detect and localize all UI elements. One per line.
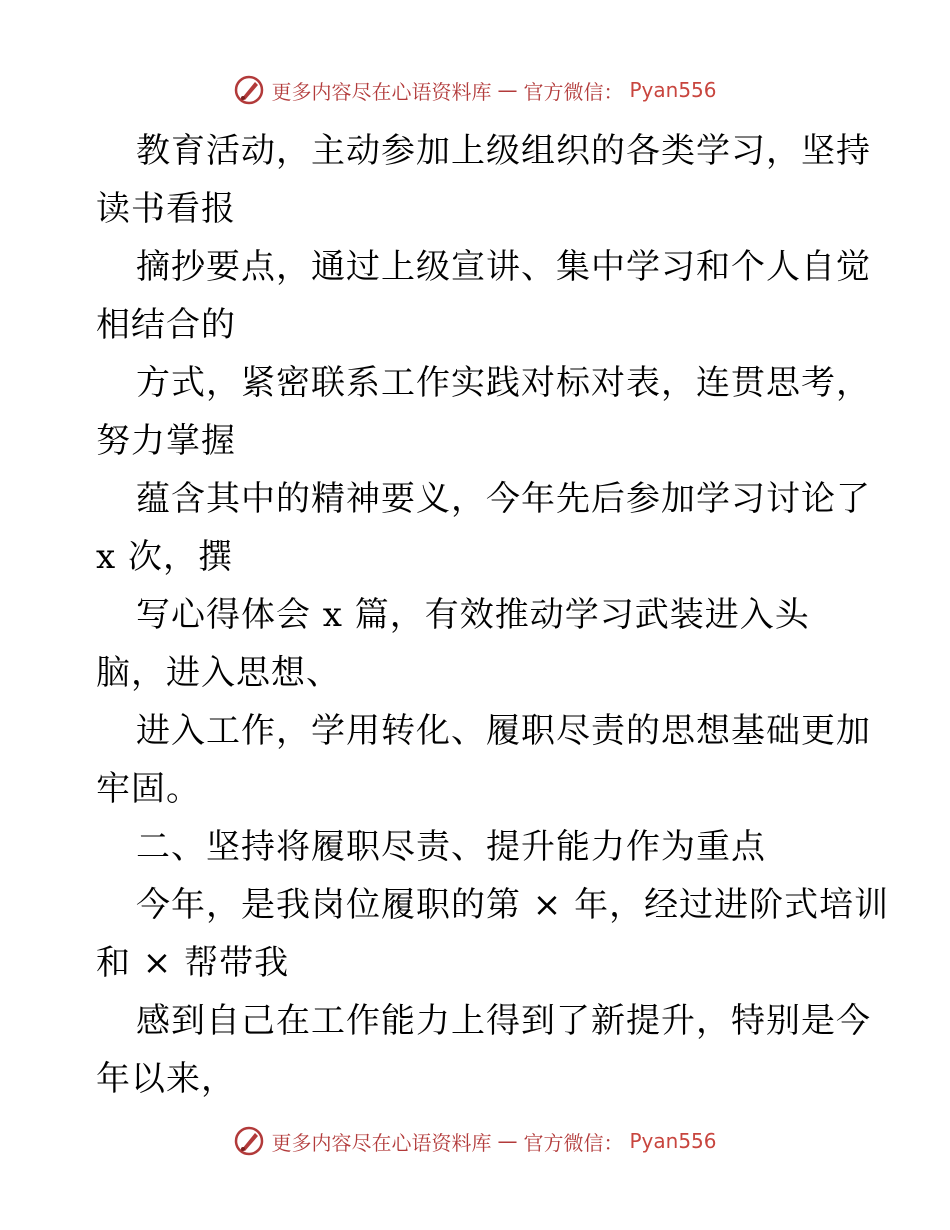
watermark-text: 更多内容尽在心语资料库 [271,79,492,104]
text-line: 努力掌握 [96,421,236,461]
text-line: 今年，是我岗位履职的第 × 年，经过进阶式培训 [136,885,890,925]
text-line: 摘抄要点，通过上级宣讲、集中学习和个人自觉 [136,247,871,287]
text-line: 写心得体会 x 篇，有效推动学习武装进入头 [136,595,810,635]
text-line: 感到自己在工作能力上得到了新提升，特别是今 [136,1001,871,1041]
text-line: x 次，撰 [96,537,233,577]
text-line: 脑，进入思想、 [96,653,341,693]
watermark-header [0,74,950,106]
watermark-label: 官方微信： [523,1130,624,1155]
watermark-label: 官方微信： [523,79,624,104]
watermark-footer [0,1125,950,1157]
watermark-handle: Pyan556 [629,1129,717,1153]
text-line: 蕴含其中的精神要义，今年先后参加学习讨论了 [136,479,871,519]
quill-logo-icon [233,1125,265,1157]
watermark-separator: — [497,1129,518,1153]
text-line: 和 × 帮带我 [96,943,290,983]
text-line: 方式，紧密联系工作实践对标对表，连贯思考， [136,363,871,403]
text-line: 教育活动，主动参加上级组织的各类学习，坚持 [136,131,871,171]
quill-logo-icon [233,74,265,106]
text-line: 年以来， [96,1059,236,1099]
text-line: 进入工作，学用转化、履职尽责的思想基础更加 [136,711,871,751]
text-line: 牢固。 [96,769,201,809]
text-line: 相结合的 [96,305,236,345]
section-heading: 二、坚持将履职尽责、提升能力作为重点 [136,827,766,867]
watermark-separator: — [497,78,518,102]
text-line: 读书看报 [96,189,236,229]
watermark-handle: Pyan556 [629,78,717,102]
document-body [96,122,890,1108]
watermark-text: 更多内容尽在心语资料库 [271,1130,492,1155]
